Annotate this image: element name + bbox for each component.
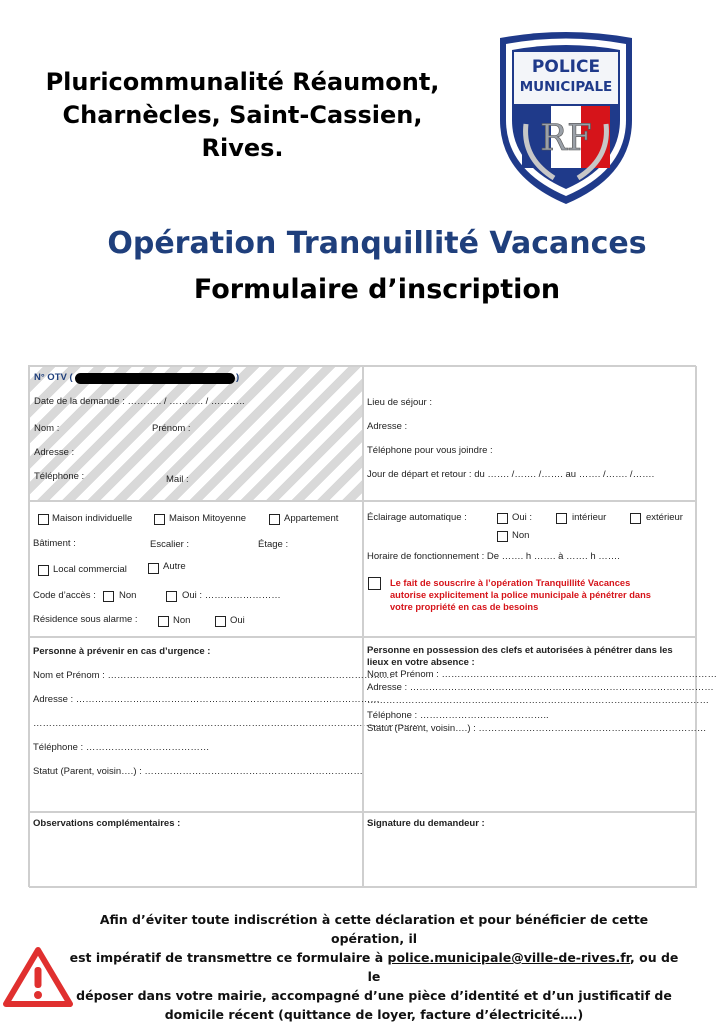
key-holder-name-field[interactable]: Nom et Prénom : …………………………………………………………………………… xyxy=(367,669,717,680)
consent-text-line: votre propriété en cas de besoins xyxy=(390,602,539,612)
alarm-no-checkbox[interactable] xyxy=(158,616,169,627)
lighting-yes-label: Oui : xyxy=(512,512,533,523)
name-field[interactable]: Nom : xyxy=(34,423,60,434)
consent-text-line: Le fait de souscrire à l’opération Tranquillité Vacances xyxy=(390,578,631,588)
police-badge-icon xyxy=(492,28,640,206)
signature-label: Signature du demandeur : xyxy=(367,818,485,829)
redacted-otv-number xyxy=(75,373,235,384)
housing-section xyxy=(29,501,363,637)
instructions-line: déposer dans votre mairie, accompagné d’une pièce d’identité et d’un justificatif de xyxy=(76,988,672,1003)
key-holder-status-field[interactable]: Statut (Parent, voisin….) : ……………………………………………………………… xyxy=(367,723,707,734)
emergency-address-field[interactable]: Adresse : …………………………………………………………………………………… xyxy=(33,694,380,705)
emergency-phone-field[interactable]: Téléphone : ………………………………… xyxy=(33,742,210,753)
stairs-field[interactable]: Escalier : xyxy=(150,539,190,550)
phone-field[interactable]: Téléphone : xyxy=(34,471,85,482)
instructions-line: domicile récent (quittance de loyer, facture d’électricité….) xyxy=(164,1007,584,1022)
apartment-label: Appartement xyxy=(284,513,339,524)
access-code-yes-label[interactable]: Oui : …………………… xyxy=(182,590,281,601)
access-code-no-label: Non xyxy=(119,590,137,601)
otv-number-label: N° OTV ( xyxy=(34,372,73,383)
house-semidetached-label: Maison Mitoyenne xyxy=(169,513,247,524)
lighting-interior-label: intérieur xyxy=(572,512,607,523)
commercial-checkbox[interactable] xyxy=(38,565,49,576)
municipality-title-line: Pluricommunalité Réaumont, xyxy=(45,68,440,96)
lighting-schedule-field[interactable]: Horaire de fonctionnement : De ……. h ……. à ……. h ……. xyxy=(367,551,620,562)
stay-phone-field[interactable]: Téléphone pour vous joindre : xyxy=(367,445,493,456)
lighting-yes-checkbox[interactable] xyxy=(497,513,508,524)
emergency-status-field[interactable]: Statut (Parent, voisin….) : …………………………………………………………… xyxy=(33,766,363,777)
alarm-yes-label: Oui xyxy=(230,615,245,626)
request-date-field[interactable]: Date de la demande : ……….. / ……….. / ……….. xyxy=(34,396,245,407)
key-holder-address-field[interactable]: Adresse : …………………………………………………………………………………… xyxy=(367,682,714,693)
access-code-yes-checkbox[interactable] xyxy=(166,591,177,602)
registration-form xyxy=(28,365,717,887)
otv-number-close: ) xyxy=(236,372,240,383)
consent-checkbox[interactable] xyxy=(368,577,381,590)
key-holder-title-line: lieux en votre absence : xyxy=(367,657,475,668)
apartment-checkbox[interactable] xyxy=(269,514,280,525)
emergency-title: Personne à prévenir en cas d’urgence : xyxy=(33,646,211,657)
key-holder-title-line: Personne en possession des clefs et autorisées à pénétrer dans les xyxy=(367,645,673,656)
lighting-exterior-checkbox[interactable] xyxy=(630,513,641,524)
emergency-address-line2[interactable]: …………………………………………………………………………………………………………… xyxy=(33,718,423,729)
alarm-label: Résidence sous alarme : xyxy=(33,614,138,625)
municipality-title-line: Charnècles, Saint-Cassien, xyxy=(62,101,423,129)
key-holder-phone-field[interactable]: Téléphone : ………………………………….. xyxy=(367,710,549,721)
instructions-text: est impératif de transmettre ce formulaire à xyxy=(69,950,388,965)
alarm-no-label: Non xyxy=(173,615,191,626)
stay-place-field[interactable]: Lieu de séjour : xyxy=(367,397,432,408)
signature-section[interactable] xyxy=(363,812,697,888)
instructions-line xyxy=(64,948,684,986)
other-checkbox[interactable] xyxy=(148,563,159,574)
emergency-name-field[interactable]: Nom et Prénom : ……………………………………………………………………………… xyxy=(33,670,393,681)
auto-lighting-label: Éclairage automatique : xyxy=(367,512,467,523)
badge-monogram: RF xyxy=(539,118,593,159)
building-field[interactable]: Bâtiment : xyxy=(33,538,76,549)
commercial-label: Local commercial xyxy=(53,564,127,575)
stay-section xyxy=(363,366,697,501)
mail-field[interactable]: Mail : xyxy=(166,474,189,485)
applicant-section xyxy=(29,366,363,501)
firstname-field[interactable]: Prénom : xyxy=(152,423,191,434)
municipality-title xyxy=(20,66,465,165)
lighting-section xyxy=(363,501,697,637)
instructions-text: , ou de le xyxy=(367,950,679,984)
house-semidetached-checkbox[interactable] xyxy=(154,514,165,525)
lighting-no-checkbox[interactable] xyxy=(497,531,508,542)
house-individual-label: Maison individuelle xyxy=(52,513,133,524)
floor-field[interactable]: Étage : xyxy=(258,539,289,550)
instructions-line: Afin d’éviter toute indiscrétion à cette déclaration et pour bénéficier de cette opération, il xyxy=(99,912,649,946)
stay-address-field[interactable]: Adresse : xyxy=(367,421,408,432)
submission-instructions xyxy=(64,910,684,1024)
email-link[interactable]: police.municipale@ville-de-rives.fr xyxy=(387,950,631,965)
badge-line2: MUNICIPALE xyxy=(519,79,613,95)
lighting-interior-checkbox[interactable] xyxy=(556,513,567,524)
badge-line1: POLICE xyxy=(531,57,601,77)
house-individual-checkbox[interactable] xyxy=(38,514,49,525)
access-code-no-checkbox[interactable] xyxy=(103,591,114,602)
lighting-exterior-label: extérieur xyxy=(646,512,683,523)
consent-text-line: autorise explicitement la police municipale à pénétrer dans xyxy=(390,590,651,600)
key-holder-section xyxy=(363,637,717,812)
lighting-no-label: Non xyxy=(512,530,530,541)
key-holder-address-line2[interactable]: ……………………………………………………………………………………………… xyxy=(367,695,709,706)
other-label: Autre xyxy=(163,561,186,572)
observations-label: Observations complémentaires : xyxy=(33,818,181,829)
form-title: Formulaire d’inscription xyxy=(193,274,561,305)
access-code-label: Code d’accès : xyxy=(33,590,96,601)
observations-section[interactable] xyxy=(29,812,363,888)
operation-title: Opération Tranquillité Vacances xyxy=(107,226,647,261)
stay-dates-field[interactable]: Jour de départ et retour : du ……. /……. /……. au ……. /……. /……. xyxy=(367,469,655,480)
alarm-yes-checkbox[interactable] xyxy=(215,616,226,627)
address-field[interactable]: Adresse : xyxy=(34,447,75,458)
municipality-title-line: Rives. xyxy=(201,134,284,162)
